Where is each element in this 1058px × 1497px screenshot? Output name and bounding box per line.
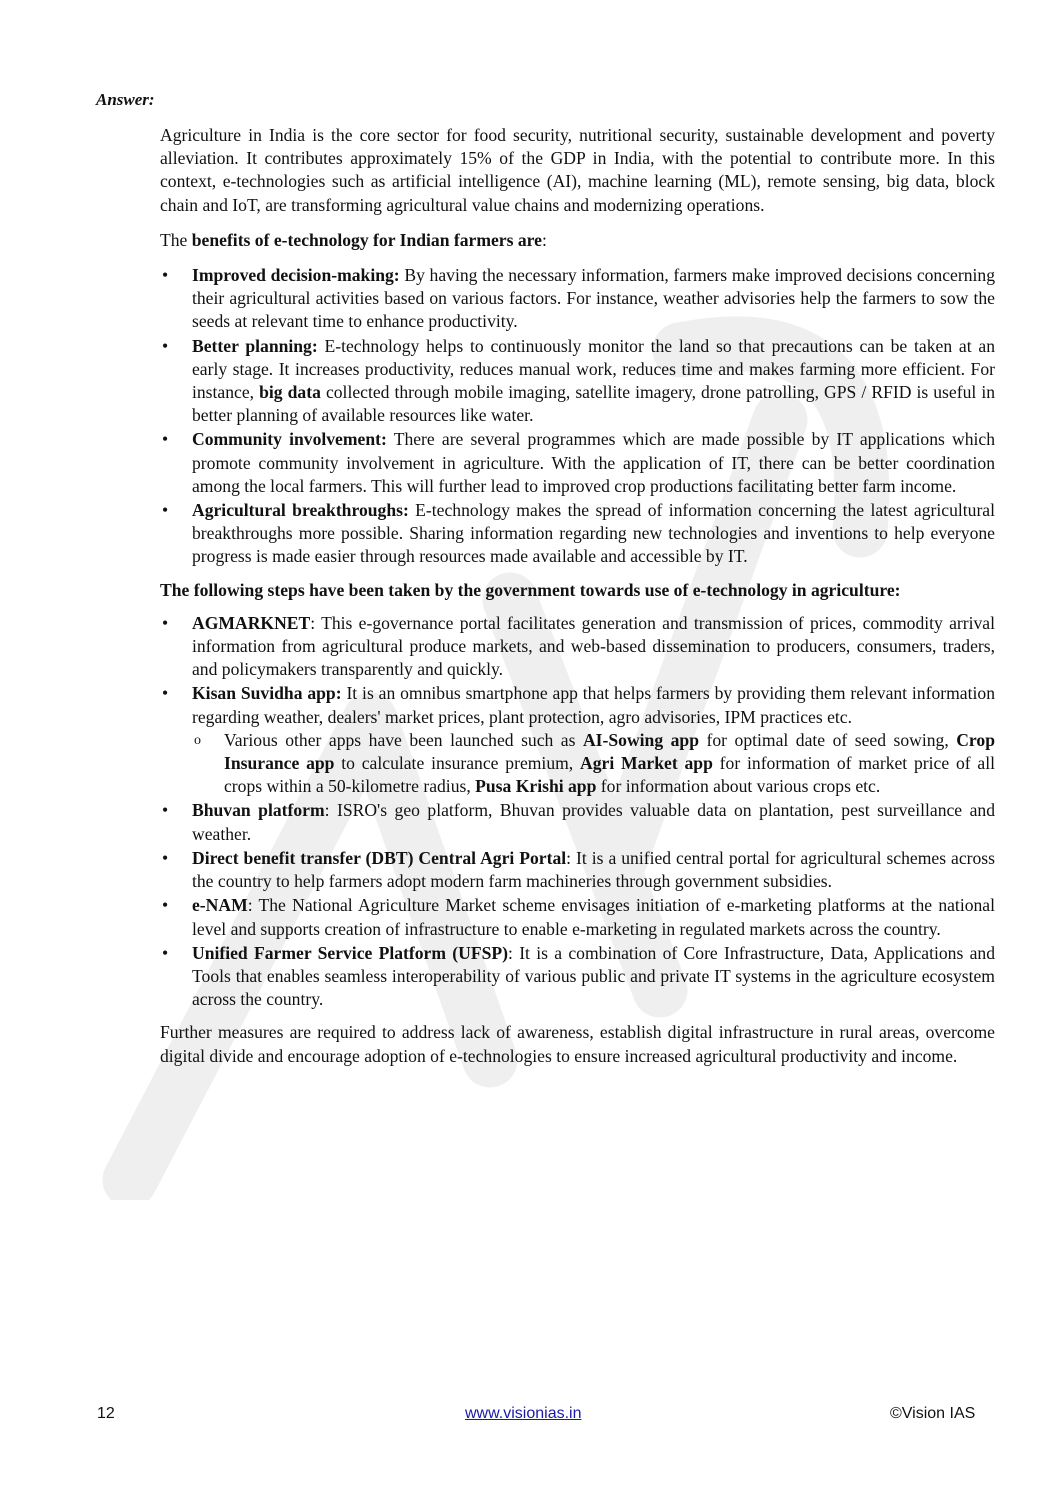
answer-body: [160, 124, 995, 1068]
list-item: • e-NAM: The National Agriculture Market scheme envisages initiation of e-marketing platforms at the national level and supports creation of infrastructure to enable e-marketing in regulated markets across the country.: [162, 895, 995, 939]
sub-list-item: o Various other apps have been launched such as AI-Sowing app for optimal date of seed sowing, Crop Insurance app to calculate insurance premium, Agri Market app for information of market price of all crops within a 50-kilometre radius, Pusa Krishi app for information about various crops etc.: [194, 729, 996, 797]
intro-paragraph: Agriculture in India is the core sector for food security, nutritional security, sustainable development and poverty alleviation. It contributes approximately 15% of the GDP in India, with the potential to contribute more. In this context, e-technologies such as artificial intelligence (AI), machine learning (ML), remote sensing, big data, block chain and IoT, are transforming agricultural value chains and modernizing operations.: [160, 125, 995, 215]
list-item: • Improved decision-making: By having the necessary information, farmers make improved decisions concerning their agricultural activities based on various factors. For instance, weather advisories help the farmers to sow the seeds at relevant time to enhance productivity.: [162, 265, 995, 332]
list-item: • Unified Farmer Service Platform (UFSP): It is a combination of Core Infrastructure, Data, Applications and Tools that enables seamless interoperability of various public and private IT systems in the agriculture ecosystem across the country.: [162, 942, 995, 1010]
list-item: • Better planning: E-technology helps to continuously monitor the land so that precautions can be taken at an early stage. It increases productivity, reduces manual work, reduces time and makes farming more efficient. For instance, big data collected through mobile imaging, satellite imagery, drone patrolling, GPS / RFID is useful in better planning of available resources like water.: [162, 335, 996, 426]
bullet-icon: •: [162, 429, 169, 450]
bullet-icon: •: [162, 942, 169, 963]
steps-heading: The following steps have been taken by the government towards use of e-technology in agriculture:: [160, 579, 901, 600]
bullet-icon: •: [162, 800, 169, 821]
list-item: • Bhuvan platform: ISRO's geo platform, Bhuvan provides valuable data on plantation, pest surveillance and weather.: [162, 800, 995, 844]
list-item: • Direct benefit transfer (DBT) Central Agri Portal: It is a unified central portal for agricultural schemes across the country to help farmers adopt modern farm machineries through government subsidies.: [162, 847, 995, 892]
list-item: • AGMARKNET: This e-governance portal facilitates generation and transmission of prices, commodity arrival information from agricultural produce markets, and web-based dissemination to producers, consumers, traders, and policymakers transparently and quickly.: [162, 612, 995, 680]
website-link[interactable]: www.visionias.in: [465, 1405, 582, 1422]
circle-bullet-icon: o: [194, 732, 201, 748]
page-number: 12: [97, 1405, 115, 1422]
bullet-icon: •: [162, 847, 169, 868]
list-item: • Agricultural breakthroughs: E-technology makes the spread of information concerning the latest agricultural breakthroughs more possible. Sharing information regarding new technologies and inventions to help everyone progress is made easier through resources made available and accessible by IT.: [162, 500, 996, 567]
list-item: • Kisan Suvidha app: It is an omnibus smartphone app that helps farmers by providing them relevant information regarding weather, dealers' market prices, plant protection, agro advisories, IPM practices etc. o Various other apps have been launched such as AI-Sowing app for optimal date of seed sowing, Crop Insurance app to calculate insurance premium, Agri Market app for information of market price of all crops within a 50-kilometre radius, Pusa Krishi app for information about various crops etc.: [160, 682, 995, 798]
benefits-lead: The benefits of e-technology for Indian farmers are:: [160, 229, 547, 250]
answer-label: Answer:: [96, 90, 155, 109]
bullet-icon: •: [162, 265, 169, 286]
bullet-icon: •: [162, 612, 169, 633]
steps-list: [160, 612, 995, 1011]
copyright-text: ©Vision IAS: [890, 1405, 976, 1422]
sub-list: [192, 729, 995, 799]
bullet-icon: •: [162, 683, 169, 704]
conclusion-paragraph: Further measures are required to address lack of awareness, establish digital infrastructure in rural areas, overcome digital divide and encourage adoption of e-technologies to ensure increased agricultural productivity and income.: [160, 1022, 995, 1066]
page-footer: [0, 1405, 1058, 1429]
bullet-icon: •: [162, 500, 169, 521]
bullet-icon: •: [162, 895, 169, 916]
list-item: • Community involvement: There are several programmes which are made possible by IT applications which promote community involvement in agriculture. With the application of IT, there can be better coordination among the local farmers. This will further lead to improved crop productions facilitating better farm income.: [162, 429, 996, 496]
benefits-list: [160, 264, 995, 569]
bullet-icon: •: [162, 335, 169, 356]
